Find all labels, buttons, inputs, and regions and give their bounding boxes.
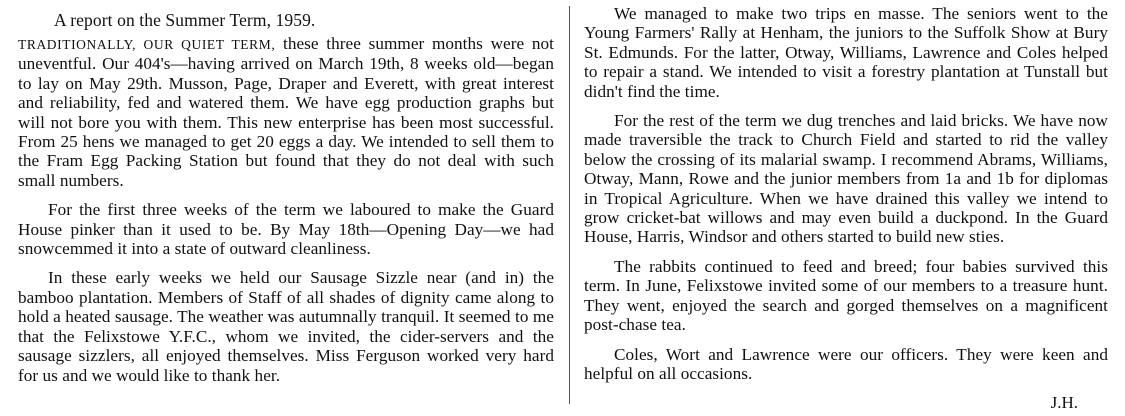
report-title: A report on the Summer Term, 1959.: [54, 10, 316, 30]
lead-in-smallcaps: TRADITIONALLY, OUR QUIET TERM,: [18, 37, 276, 52]
paragraph-eggs: [18, 34, 554, 190]
left-column: [18, 4, 554, 395]
right-column: [584, 4, 1108, 413]
paragraph-rabbits: The rabbits continued to feed and breed; four babies survived this term. In June, Felixstowe invited some of our members to a treasure hunt. They went, enjoyed the search and gorged themselves on a magnificent post-chase tea.: [584, 256, 1108, 335]
paragraph-eggs-text: these three summer months were not uneventful. Our 404's—having arrived on March 19th, 8 weeks old—began to lay on May 29th. Musson, Page, Draper and Everett, with great interest and reliability, fed and watered them. We have egg production graphs but will not bore you with them. This new enterprise has been most successful. From 25 hens we managed to get 20 eggs a day. We intended to sell them to the Fram Egg Packing Station but found that they do not deal with such small numbers.: [18, 34, 554, 190]
paragraph-officers: Coles, Wort and Lawrence were our officers. They were keen and helpful on all occasions.: [584, 344, 1108, 383]
paragraph-trips: We managed to make two trips en masse. The seniors went to the Young Farmers' Rally at Henham, the juniors to the Suffolk Show at Bury St. Edmunds. For the latter, Otway, Williams, Lawrence and Coles helped to repair a stand. We intended to visit a forestry plantation at Tunstall but didn't find the time.: [584, 4, 1108, 101]
column-divider: [569, 6, 570, 404]
paragraph-trenches: For the rest of the term we dug trenches and laid bricks. We have now made traversible the track to Church Field and started to rid the valley below the crossing of its malarial swamp. I recommend Abrams, Williams, Otway, Mann, Rowe and the junior members from 1a and 1b for diplomas in Tropical Agriculture. When we have drained this valley we intend to grow cricket-bat willows and may even build a duckpond. In the Guard House, Harris, Windsor and others started to build new sties.: [584, 111, 1108, 247]
paragraph-sausage-sizzle: In these early weeks we held our Sausage Sizzle near (and in) the bamboo plantation. Members of Staff of all shades of dignity came along to hold a heated sausage. The weather was autumnally tranquil. It seemed to me that the Felixstowe Y.F.C., whom we invited, the cider-servers and the sausage sizzlers, all enjoyed themselves. Miss Ferguson worked very hard for us and we would like to thank her.: [18, 268, 554, 385]
paragraph-guard-house: For the first three weeks of the term we laboured to make the Guard House pinker than it used to be. By May 18th—Opening Day—we had snowcemmed it into a state of outward cleanliness.: [18, 200, 554, 259]
signature: J.H.: [1050, 393, 1078, 413]
